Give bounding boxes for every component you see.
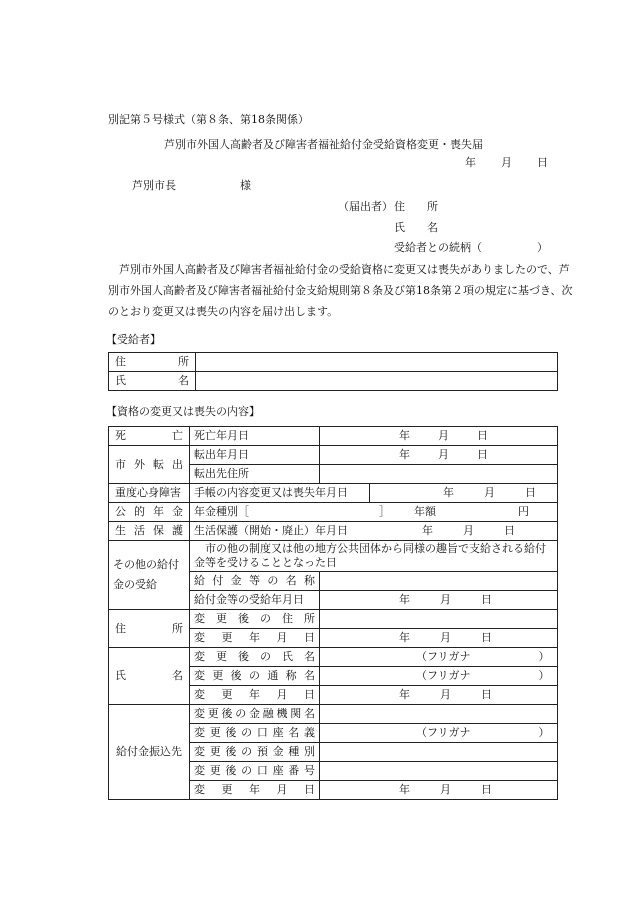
recipient-address-field[interactable] (196, 353, 558, 372)
address-change-date-label: 変更年月日 (190, 629, 320, 648)
new-account-no-field[interactable] (320, 762, 558, 781)
applicant-name-label: 氏 名 (394, 221, 438, 234)
welfare-date-label: 生活保護（開始・廃止）年月日 (194, 524, 348, 537)
pension-type-label: 年金種別［ (194, 505, 249, 518)
moveout-address-field[interactable] (320, 465, 558, 484)
new-account-no-label: 変更後の口座番号 (190, 762, 320, 781)
pension-row[interactable]: 年金種別［ ］ 年額 円 (190, 503, 558, 522)
changes-table (108, 426, 558, 800)
welfare-label: 生活保護 (109, 522, 190, 541)
new-name-label: 変更後の氏名 (190, 648, 320, 667)
honorific: 様 (240, 179, 251, 192)
transfer-label: 給付金振込先 (109, 705, 190, 800)
disability-date-field[interactable]: 年 月 日 (443, 486, 536, 499)
disability-row (190, 484, 558, 503)
date-year: 年 (465, 156, 476, 169)
name-change-label: 氏名 (109, 648, 190, 705)
new-bank-label: 変更後の金融機関名 (190, 705, 320, 724)
new-deposit-type-field[interactable] (320, 743, 558, 762)
pension-amount-label: 年額 (414, 505, 436, 518)
date-month: 月 (501, 156, 512, 169)
death-date-label: 死亡年月日 (190, 427, 320, 446)
new-account-holder-field[interactable]: （フリガナ ） (320, 724, 558, 743)
body-paragraph: 芦別市外国人高齢者及び障害者福祉給付金の受給資格に変更又は喪失がありましたので、芦別市外国人高齢者及び障害者福祉給付金支給規則第８条及び第18条第２項の規定に基づき、次のとおり変更又は喪失の内容を届け出します。 (108, 263, 573, 318)
new-alias-field[interactable]: （フリガナ ） (320, 667, 558, 686)
other-benefit-date-field[interactable]: 年 月 日 (320, 591, 558, 610)
moveout-address-label: 転出先住所 (190, 465, 320, 484)
death-label: 死亡 (109, 427, 190, 446)
name-change-date-label: 変更年月日 (190, 686, 320, 705)
disability-date-label: 手帳の内容変更又は喪失年月日 (190, 484, 370, 502)
transfer-change-date-label: 変更年月日 (190, 781, 320, 800)
moveout-label: 市外転出 (109, 446, 190, 484)
changes-heading: 【資格の変更又は喪失の内容】 (106, 405, 260, 418)
other-benefit-label: その他の給付金の受給 (109, 541, 190, 610)
recipient-address-label: 住所 (109, 353, 196, 372)
addressee: 芦別市長 (132, 179, 176, 192)
other-benefit-name-field[interactable] (320, 572, 558, 591)
address-change-date-field[interactable]: 年 月 日 (320, 629, 558, 648)
form-title: 芦別市外国人高齢者及び障害者福祉給付金受給資格変更・喪失届 (164, 138, 483, 151)
pension-label: 公的年金 (109, 503, 190, 522)
other-benefit-date-label: 給付金等の受給年月日 (190, 591, 320, 610)
recipient-table (108, 352, 558, 391)
form-number: 別記第５号様式（第８条、第18条関係） (108, 113, 309, 126)
recipient-heading: 【受給者】 (106, 333, 161, 346)
moveout-date-label: 転出年月日 (190, 446, 320, 465)
new-bank-field[interactable] (320, 705, 558, 724)
address-change-label: 住所 (109, 610, 190, 648)
new-deposit-type-label: 変更後の預金種別 (190, 743, 320, 762)
applicant-label: （届出者） (338, 200, 393, 213)
moveout-date-field[interactable]: 年 月 日 (320, 446, 558, 465)
death-date-field[interactable]: 年 月 日 (320, 427, 558, 446)
recipient-name-label: 氏名 (109, 372, 196, 391)
other-benefit-name-label: 給付金等の名称 (190, 572, 320, 591)
name-change-date-field[interactable]: 年 月 日 (320, 686, 558, 705)
new-account-holder-label: 変更後の口座名義 (190, 724, 320, 743)
transfer-change-date-field[interactable]: 年 月 日 (320, 781, 558, 800)
applicant-address-label: 住 所 (394, 200, 438, 213)
new-name-field[interactable]: （フリガナ ） (320, 648, 558, 667)
other-benefit-desc: 市の他の制度又は他の地方公共団体から同様の趣旨で支給される給付金等を受けることとなった日 (190, 541, 558, 572)
new-address-label: 変更後の住所 (190, 610, 320, 629)
new-alias-label: 変更後の通称名 (190, 667, 320, 686)
disability-label: 重度心身障害 (109, 484, 190, 503)
welfare-row[interactable]: 生活保護（開始・廃止）年月日 年 月 日 (190, 522, 558, 541)
new-address-field[interactable] (320, 610, 558, 629)
date-day: 日 (537, 156, 548, 169)
relation-label: 受給者との続柄（ ） (394, 241, 548, 254)
recipient-name-field[interactable] (196, 372, 558, 391)
